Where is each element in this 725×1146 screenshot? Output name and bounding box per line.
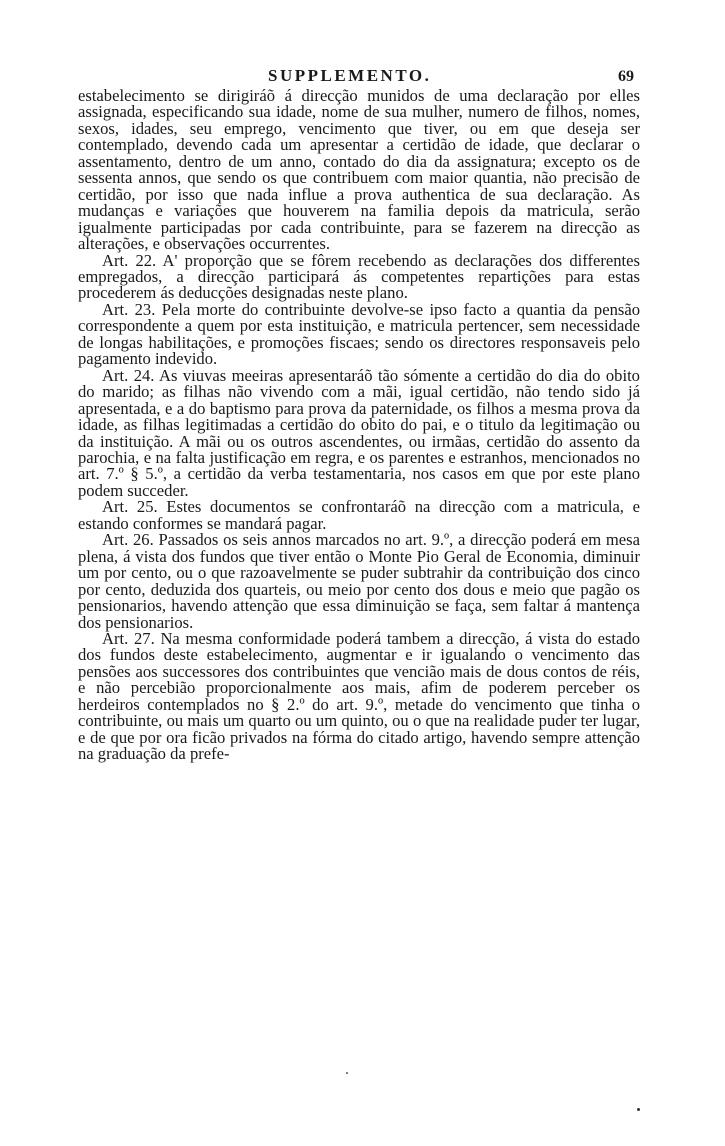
article-label: Art. 26. — [102, 530, 154, 550]
paragraph-art-22 — [78, 250, 640, 303]
paragraph-art-24 — [78, 365, 640, 500]
article-label: Art. 27. — [102, 628, 155, 648]
running-title: SUPPLEMENTO. — [268, 66, 432, 85]
page-number: 69 — [618, 68, 634, 85]
article-label: Art. 25. — [102, 497, 158, 517]
article-label: Art. 24. — [102, 365, 155, 385]
paragraph-text: Na mesma conformidade poderá tambem a direcção, á vista do estado dos fundos deste estabelecimento, augmentar e ir igualando o vencimento das pensões aos successores dos contribuintes que vencião mais de dous contos de réis, e não percebião proporcionalmente aos mais, afim de poderem perceber os herdeiros contemplados no § 2.º do art. 9.º, metade do vencimento que tinha o contribuinte, ou mais um quarto ou um quinto, ou o que na realidade puder ter lugar, e de que por ora ficão privados na fórma do citado artigo, havendo sempre attenção na graduação da prefe- — [78, 628, 640, 764]
paragraph-text: A' proporção que se fôrem recebendo as declarações dos differentes empregados, a direcção participará ás competentes repartições para estas procederem ás deducções designadas neste plano. — [78, 250, 640, 303]
paragraph-art-27 — [78, 628, 640, 764]
article-label: Art. 23. — [102, 299, 156, 319]
paragraph-text: Pela morte do contribuinte devolve-se ipso facto a quantia da pensão correspondente a quem por esta instituição, e matricula pertencer, sem necessidade de longas habilitações, e promoções fiscaes; sendo os directores responsaveis pelo pagamento indevido. — [78, 299, 640, 369]
article-label: Art. 22. — [102, 250, 157, 270]
print-speck — [637, 1108, 640, 1111]
paragraph-text: Estes documentos se confrontaráõ na direcção com a matricula, e estando conformes se mandará pagar. — [78, 497, 640, 533]
print-speck — [346, 1072, 348, 1074]
paragraph-art-26 — [78, 532, 640, 631]
paragraph-text: Passados os seis annos marcados no art. 9.º, a direcção poderá em mesa plena, á vista dos fundos que tiver então o Monte Pio Geral de Economia, diminuir um por cento, ou o que razoavelmente se puder subtrahir da contribuição dos cinco por cento, deduzida dos quarteis, ou meio por cento dos dous e meio que pagão os pensionarios, havendo attenção que essa diminuição se faça, sem faltar á mantença dos pensionarios. — [78, 530, 640, 632]
paragraph-art-23 — [78, 299, 640, 369]
body-text — [78, 88, 640, 763]
paragraph-art-25 — [78, 499, 640, 532]
paragraph-text: As viuvas meeiras apresentaráõ tão sómente a certidão do dia do obito do marido; as filhas não vivendo com a mãi, igual certidão, não tendo sido já apresentada, e a do baptismo para prova da paternidade, os filhos a mesma prova da idade, as filhas legitimadas a certidão do obito do pai, e o titulo da legitimação ou da instituição. A mãi ou os outros ascendentes, ou irmãas, certidão do assento da parochia, e na falta justificação em regra, e os parentes e estranhos, mencionados no art. 7.º § 5.º, a certidão da verba testamentaria, nos casos em que por este plano podem succeder. — [78, 365, 640, 500]
paragraph-text: estabelecimento se dirigiráõ á direcção munidos de uma declaração por elles assignada, especificando sua idade, nome de sua mulher, numero de filhos, nomes, sexos, idades, seu emprego, vencimento que tiver, ou em que deseja ser contemplado, devendo cada um apresentar a certidão de idade, que declarar o assentamento, dentro de um anno, contado do dia da assignatura; excepto os de sessenta annos, que sendo os que contribuem com maior quantia, não precisão de certidão, por isso que nada influe a prova authentica de sua declaração. As mudanças e variações que houverem na familia depois da matricula, serão igualmente participadas por cada contribuinte, para se fazerem na direcção as alterações, e observações occurrentes. — [78, 86, 640, 254]
paragraph-continuation — [78, 88, 640, 253]
running-head — [0, 66, 725, 88]
